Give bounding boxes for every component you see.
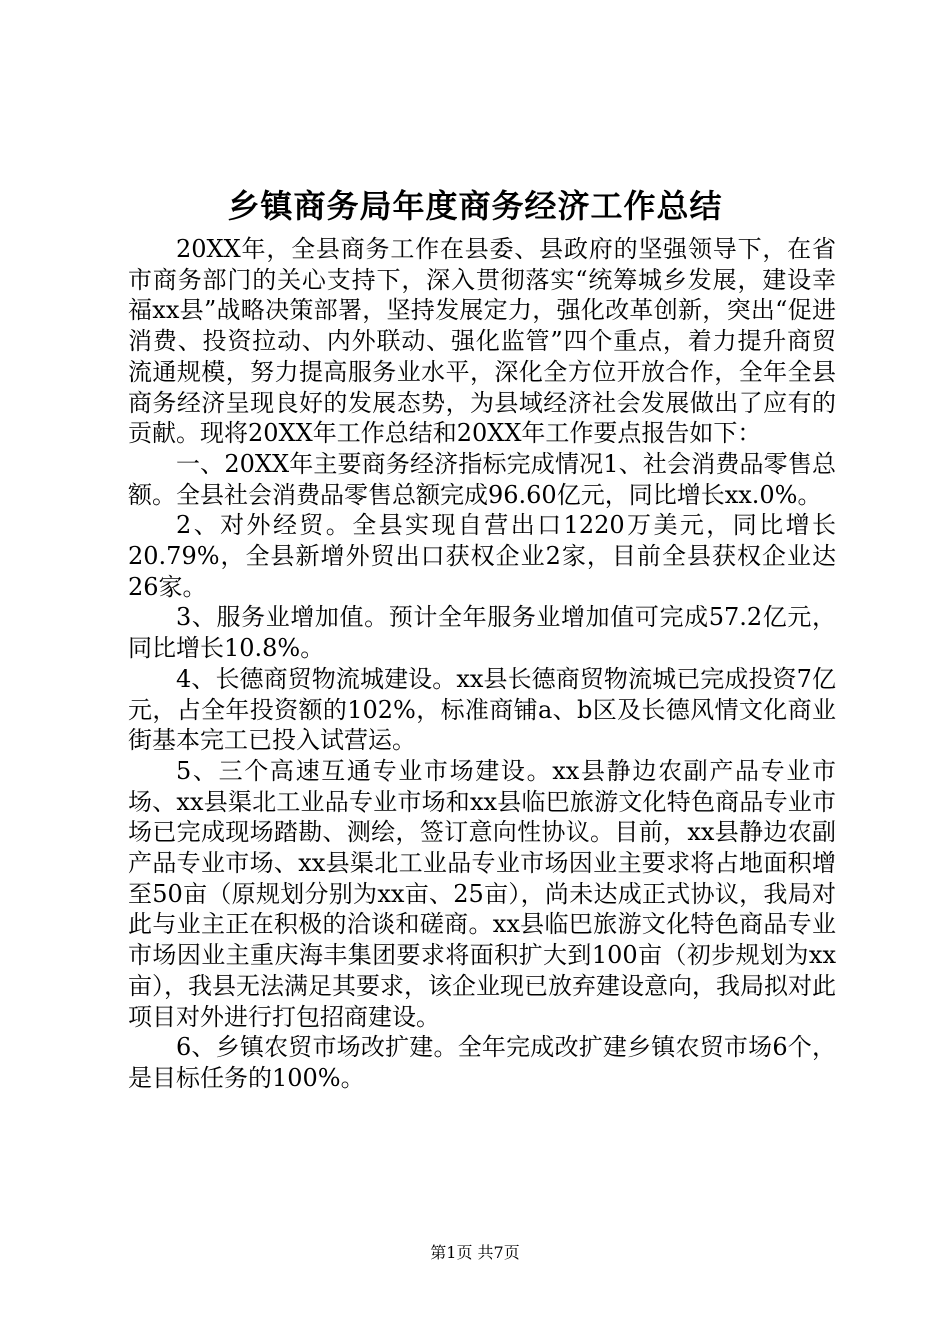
paragraph-specialty-markets: 5、三个高速互通专业市场建设。xx县静边农副产品专业市场、xx县渠北工业品专业市场和xx县临巴旅游文化特色商品专业市场已完成现场踏勘、测绘，签订意向性协议。目前，xx县静边农副产品专业市场、xx县渠北工业品专业市场因业主要求将占地面积增至50亩（原规划分别为xx亩、25亩），尚未达成正式协议，我局对此与业主正在积极的洽谈和磋商。xx县临巴旅游文化特色商品专业市场因业主重庆海丰集团要求将面积扩大到100亩（初步规划为xx亩），我县无法满足其要求，该企业现已放弃建设意向，我局拟对此项目对外进行打包招商建设。 — [128, 756, 836, 1031]
paragraph-farm-markets: 6、乡镇农贸市场改扩建。全年完成改扩建乡镇农贸市场6个，是目标任务的100%。 — [128, 1033, 836, 1092]
document-body — [128, 234, 836, 1094]
paragraph-foreign-trade: 2、对外经贸。全县实现自营出口1220万美元，同比增长20.79%，全县新增外贸出口获权企业2家，目前全县获权企业达26家。 — [128, 511, 836, 601]
paragraph-service-industry: 3、服务业增加值。预计全年服务业增加值可完成57.2亿元，同比增长10.8%。 — [128, 603, 836, 663]
page-footer: 第1页 共7页 — [430, 1243, 520, 1262]
document-title: 乡镇商务局年度商务经济工作总结 — [227, 187, 723, 225]
paragraph-intro: 20XX年，全县商务工作在县委、县政府的坚强领导下，在省市商务部门的关心支持下，深入贯彻落实“统筹城乡发展，建设幸福xx县”战略决策部署，坚持发展定力，强化改革创新，突出“促进消费、投资拉动、内外联动、强化监管”四个重点，着力提升商贸流通规模，努力提高服务业水平，深化全方位开放合作，全年全县商务经济呈现良好的发展态势，为县域经济社会发展做出了应有的贡献。现将20XX年工作总结和20XX年工作要点报告如下： — [128, 235, 836, 448]
paragraph-retail-sales: 一、20XX年主要商务经济指标完成情况1、社会消费品零售总额。全县社会消费品零售总额完成96.60亿元，同比增长xx.0%。 — [128, 449, 836, 509]
paragraph-logistics-city: 4、长德商贸物流城建设。xx县长德商贸物流城已完成投资7亿元，占全年投资额的102%，标准商铺a、b区及长德风情文化商业街基本完工已投入试营运。 — [128, 664, 836, 755]
